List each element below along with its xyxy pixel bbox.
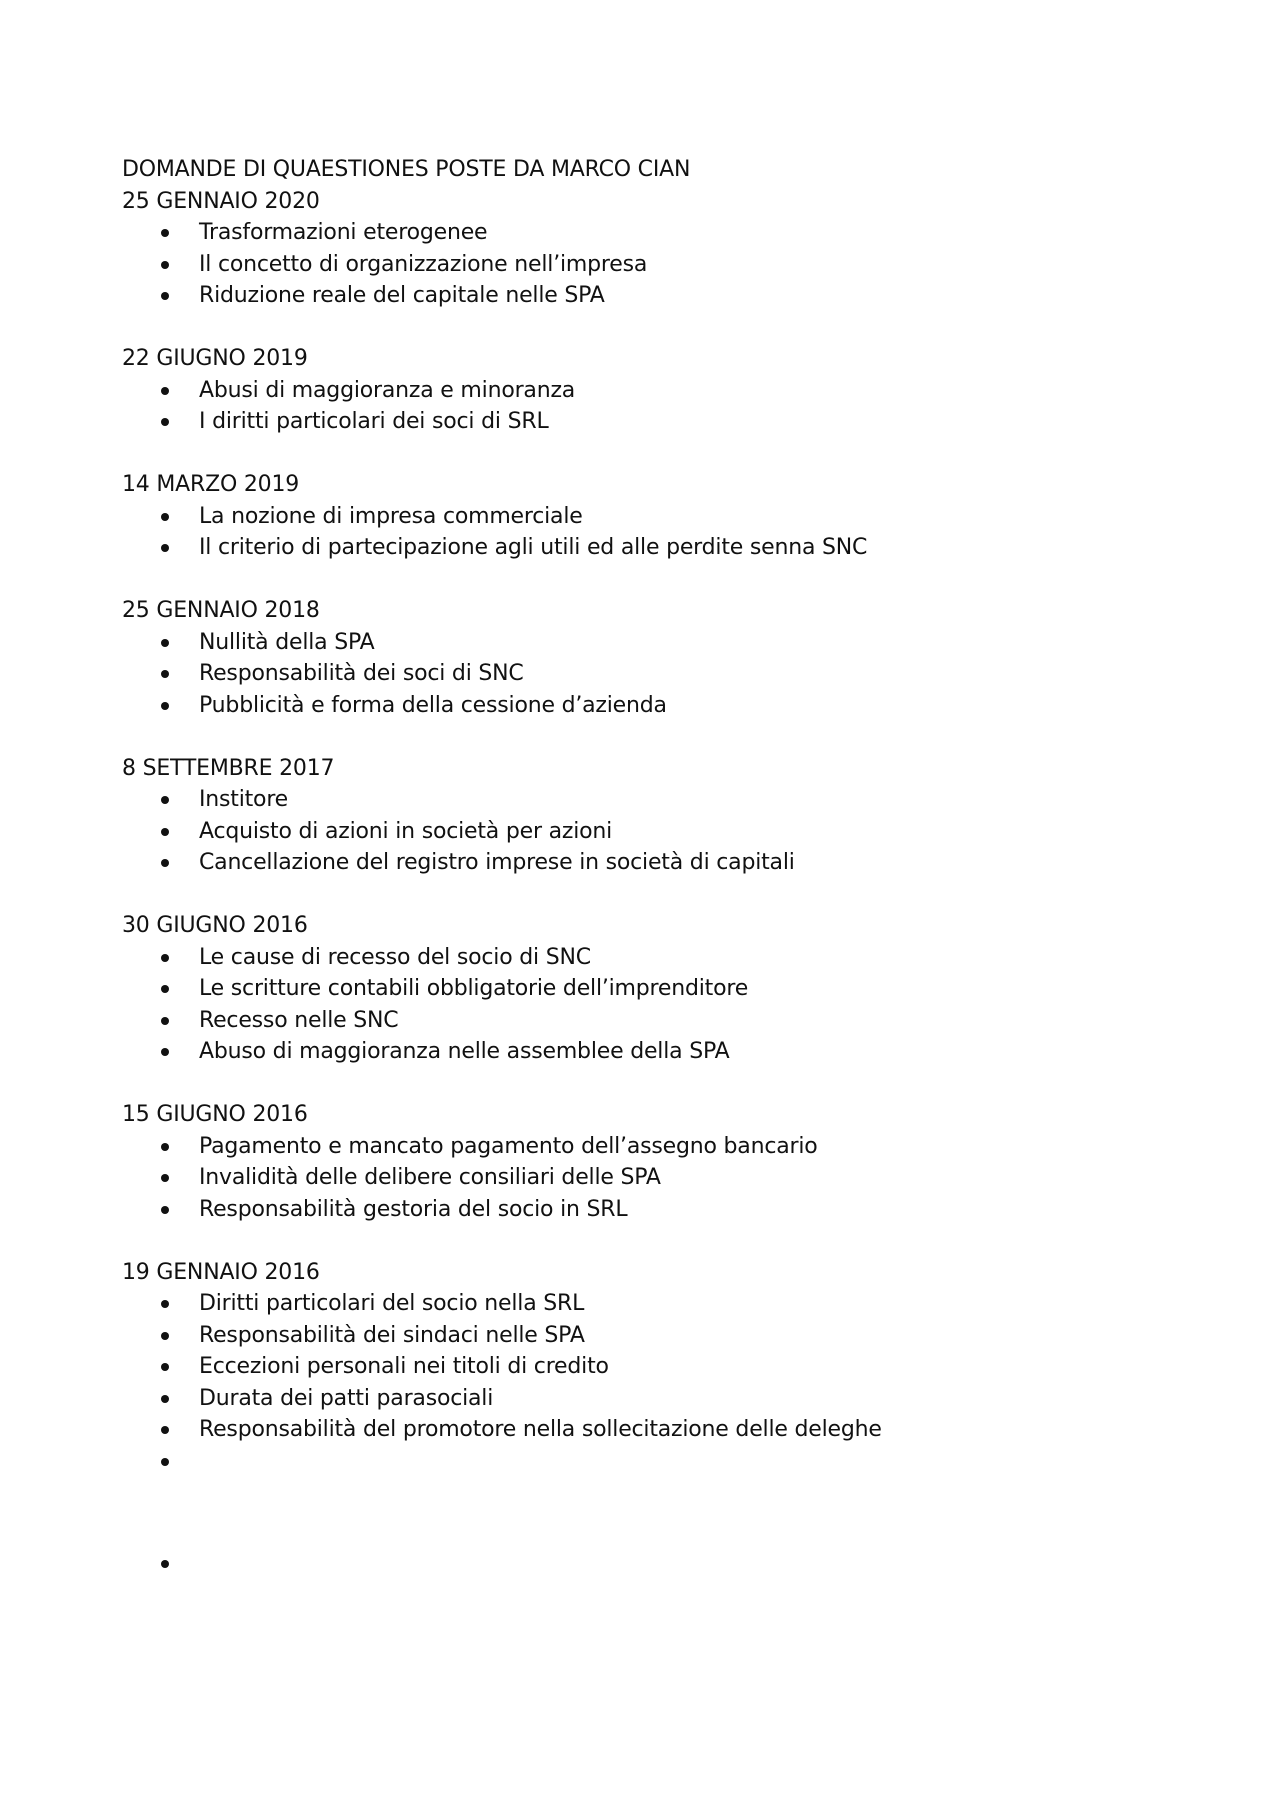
question-text: Acquisto di azioni in società per azioni [199, 818, 613, 844]
bullet-icon [161, 954, 169, 962]
bullet-icon [161, 1017, 169, 1025]
question-item [122, 501, 1162, 533]
bullet-icon [161, 1048, 169, 1056]
question-text: Responsabilità dei soci di SNC [199, 661, 524, 686]
bullet-icon [161, 985, 169, 993]
bullet-icon [161, 828, 169, 836]
bullet-icon [161, 796, 169, 804]
bullet-icon [161, 387, 169, 395]
bullet-icon [161, 261, 169, 269]
question-list [122, 375, 1162, 438]
document-body [122, 154, 1162, 1509]
question-list [122, 942, 1162, 1068]
bullet-icon [161, 859, 169, 867]
bullet-icon [161, 418, 169, 426]
bullet-icon [161, 1560, 169, 1568]
bullet-icon [161, 639, 169, 647]
question-item [122, 1288, 1162, 1320]
question-item [122, 784, 1162, 816]
question-text: Diritti particolari del socio nella SRL [199, 1291, 585, 1316]
bullet-icon [161, 1363, 169, 1371]
question-text: Trasformazioni eterogenee [199, 220, 488, 245]
exam-sessions [122, 186, 1162, 1478]
question-item [122, 973, 1162, 1005]
bullet-icon [161, 1426, 169, 1434]
question-text: Le cause di recesso del socio di SNC [199, 944, 591, 970]
session-date: 22 GIUGNO 2019 [122, 346, 308, 371]
question-text: Abusi di maggioranza e minoranza [199, 377, 576, 403]
question-text: Institore [199, 787, 289, 812]
question-item [122, 1005, 1162, 1037]
question-text: I diritti particolari dei soci di SRL [199, 409, 549, 434]
question-text: Responsabilità gestoria del socio in SRL [199, 1196, 628, 1222]
bullet-icon [161, 1143, 169, 1151]
bullet-icon [161, 1300, 169, 1308]
question-text: Durata dei patti parasociali [199, 1385, 494, 1411]
question-text: Eccezioni personali nei titoli di credito [199, 1354, 609, 1379]
session-date: 8 SETTEMBRE 2017 [122, 755, 335, 781]
question-item [122, 1414, 1162, 1446]
question-item [122, 816, 1162, 848]
question-item [122, 532, 1162, 564]
bullet-icon [161, 702, 169, 710]
question-item [122, 217, 1162, 249]
question-text: Pubblicità e forma della cessione d’azienda [199, 692, 667, 718]
bullet-icon [161, 544, 169, 552]
question-item [122, 375, 1162, 407]
question-item [122, 1131, 1162, 1163]
question-item [122, 1383, 1162, 1415]
question-text: Il criterio di partecipazione agli utili ed alle perdite senna SNC [199, 535, 868, 560]
exam-session [122, 469, 1162, 564]
bullet-icon [161, 1395, 169, 1403]
question-item [122, 1162, 1162, 1194]
question-list [122, 501, 1162, 564]
question-list [122, 217, 1162, 312]
question-item [122, 847, 1162, 879]
question-item [122, 942, 1162, 974]
bullet-icon [161, 1206, 169, 1214]
question-item [122, 249, 1162, 281]
bullet-icon [161, 513, 169, 521]
bullet-icon [161, 292, 169, 300]
question-item [122, 690, 1162, 722]
question-text: Responsabilità del promotore nella sollecitazione delle deleghe [199, 1417, 882, 1442]
bullet-icon [161, 1332, 169, 1340]
question-item [122, 280, 1162, 312]
session-date: 25 GENNAIO 2018 [122, 598, 320, 623]
question-list [122, 1131, 1162, 1226]
session-date: 14 MARZO 2019 [122, 472, 300, 497]
bullet-icon [161, 1458, 169, 1466]
document-title: DOMANDE DI QUAESTIONES POSTE DA MARCO CIAN [122, 157, 691, 182]
question-item [122, 658, 1162, 690]
question-text: Invalidità delle delibere consiliari delle SPA [199, 1165, 661, 1190]
session-date: 25 GENNAIO 2020 [122, 188, 320, 214]
question-text: Il concetto di organizzazione nell’impresa [199, 251, 648, 277]
exam-session [122, 343, 1162, 438]
session-date: 15 GIUGNO 2016 [122, 1102, 308, 1127]
exam-session [122, 753, 1162, 879]
exam-session [122, 910, 1162, 1068]
question-item [122, 406, 1162, 438]
question-item [122, 1194, 1162, 1226]
question-text: Cancellazione del registro imprese in società di capitali [199, 850, 795, 875]
question-list [122, 784, 1162, 879]
question-list [122, 627, 1162, 722]
question-text: Abuso di maggioranza nelle assemblee della SPA [199, 1039, 730, 1064]
question-text: Nullità della SPA [199, 629, 375, 655]
question-list [122, 1288, 1162, 1477]
question-item [122, 1036, 1162, 1068]
exam-session [122, 1099, 1162, 1225]
question-text: La nozione di impresa commerciale [199, 503, 583, 529]
question-text: Le scritture contabili obbligatorie dell’imprenditore [199, 976, 749, 1001]
question-text: Responsabilità dei sindaci nelle SPA [199, 1322, 585, 1348]
question-text: Pagamento e mancato pagamento dell’assegno bancario [199, 1133, 818, 1159]
bullet-icon [161, 670, 169, 678]
session-date: 19 GENNAIO 2016 [122, 1259, 320, 1285]
question-text: Recesso nelle SNC [199, 1007, 399, 1033]
exam-session [122, 1257, 1162, 1478]
question-item [122, 1351, 1162, 1383]
exam-session [122, 186, 1162, 312]
question-item [122, 1446, 1162, 1478]
question-text: Riduzione reale del capitale nelle SPA [199, 283, 605, 308]
question-item [122, 627, 1162, 659]
session-date: 30 GIUGNO 2016 [122, 913, 308, 938]
bullet-icon [161, 1174, 169, 1182]
exam-session [122, 595, 1162, 721]
question-item [122, 1320, 1162, 1352]
bullet-icon [161, 229, 169, 237]
